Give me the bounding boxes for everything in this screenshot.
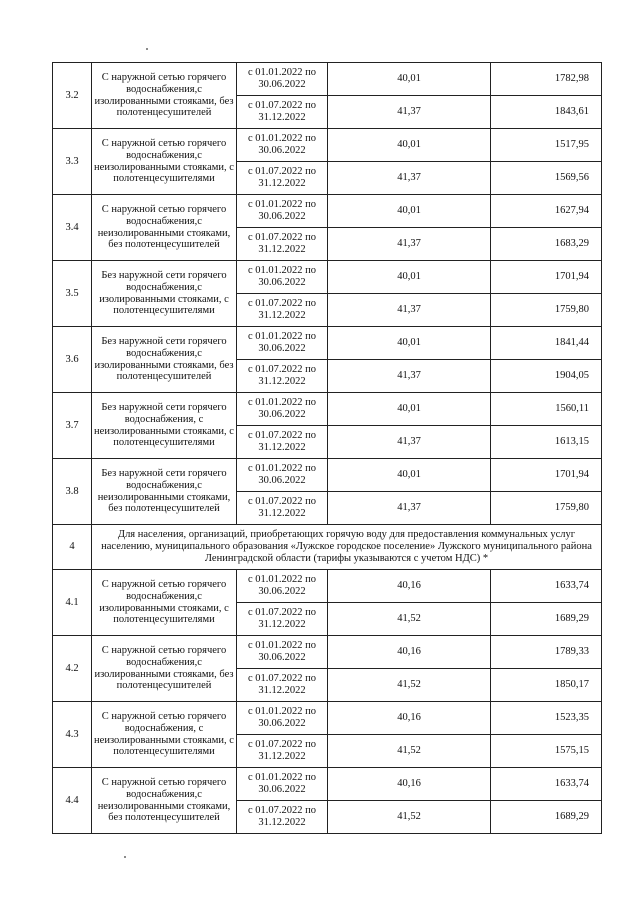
period-label: с 01.07.2022 по 31.12.2022: [237, 669, 328, 702]
tariff-component-value: 40,01: [328, 261, 491, 294]
period-label: с 01.01.2022 по 30.06.2022: [237, 570, 328, 603]
tariff-value: 1689,29: [491, 603, 602, 636]
category-description: С наружной сетью горячего водоснабжения,с неизолированными стояками, с полотенцесушителями: [92, 129, 237, 195]
row-number: 4.4: [53, 768, 92, 834]
category-description: Без наружной сети горячего водоснабжения,с изолированными стояками, без полотенцесушителей: [92, 327, 237, 393]
tariff-component-value: 40,01: [328, 327, 491, 360]
tariff-value: 1843,61: [491, 96, 602, 129]
tariff-component-value: 40,16: [328, 702, 491, 735]
tariff-component-value: 40,01: [328, 63, 491, 96]
category-description: С наружной сетью горячего водоснабжения, с неизолированными стояками, с полотенцесушителями: [92, 702, 237, 768]
period-label: с 01.01.2022 по 30.06.2022: [237, 129, 328, 162]
tariff-value: 1701,94: [491, 261, 602, 294]
period-label: с 01.07.2022 по 31.12.2022: [237, 603, 328, 636]
row-number: 3.7: [53, 393, 92, 459]
period-label: с 01.01.2022 по 30.06.2022: [237, 195, 328, 228]
tariff-component-value: 41,52: [328, 603, 491, 636]
section-4-header-body: [53, 525, 602, 570]
period-label: с 01.07.2022 по 31.12.2022: [237, 162, 328, 195]
tariff-component-value: 40,01: [328, 129, 491, 162]
section-title: Для населения, организаций, приобретающих горячую воду для предоставления коммунальных услуг населению, муниципального образования «Лужское городское поселение» Лужского муниципального района Ленинградской области (тарифы указываются с учетом НДС) *: [92, 525, 602, 570]
tariff-component-value: 41,37: [328, 426, 491, 459]
tariff-component-value: 41,52: [328, 801, 491, 834]
tariff-component-value: 41,37: [328, 96, 491, 129]
tariff-value: 1789,33: [491, 636, 602, 669]
period-label: с 01.01.2022 по 30.06.2022: [237, 393, 328, 426]
tariff-value: 1841,44: [491, 327, 602, 360]
tariff-value: 1633,74: [491, 570, 602, 603]
tariff-component-value: 40,01: [328, 195, 491, 228]
row-number: 3.5: [53, 261, 92, 327]
tariff-table-body-section-4: [53, 570, 602, 834]
period-label: с 01.07.2022 по 31.12.2022: [237, 294, 328, 327]
tariff-row: [53, 195, 602, 228]
tariff-value: 1759,80: [491, 492, 602, 525]
tariff-row: [53, 570, 602, 603]
row-number: 4.2: [53, 636, 92, 702]
tariff-row: [53, 327, 602, 360]
period-label: с 01.07.2022 по 31.12.2022: [237, 801, 328, 834]
category-description: Без наружной сети горячего водоснабжения, с неизолированными стояками, с полотенцесушителями: [92, 393, 237, 459]
scan-speck: [146, 48, 148, 50]
tariff-row: [53, 768, 602, 801]
period-label: с 01.01.2022 по 30.06.2022: [237, 261, 328, 294]
tariff-component-value: 40,01: [328, 459, 491, 492]
tariff-row: [53, 702, 602, 735]
tariff-table: [52, 62, 602, 834]
tariff-row: [53, 63, 602, 96]
tariff-component-value: 40,16: [328, 636, 491, 669]
tariff-value: 1689,29: [491, 801, 602, 834]
category-description: С наружной сетью горячего водоснабжения,с изолированными стояками, без полотенцесушителей: [92, 636, 237, 702]
category-description: С наружной сетью горячего водоснабжения,с неизолированными стояками, без полотенцесушителей: [92, 195, 237, 261]
tariff-component-value: 41,37: [328, 360, 491, 393]
tariff-row: [53, 129, 602, 162]
row-number: 3.3: [53, 129, 92, 195]
scan-speck: [124, 856, 126, 858]
tariff-row: [53, 393, 602, 426]
tariff-value: 1517,95: [491, 129, 602, 162]
period-label: с 01.07.2022 по 31.12.2022: [237, 426, 328, 459]
row-number: 4.1: [53, 570, 92, 636]
period-label: с 01.07.2022 по 31.12.2022: [237, 492, 328, 525]
tariff-value: 1523,35: [491, 702, 602, 735]
tariff-value: 1701,94: [491, 459, 602, 492]
row-number: 3.6: [53, 327, 92, 393]
tariff-row: [53, 459, 602, 492]
tariff-value: 1904,05: [491, 360, 602, 393]
period-label: с 01.01.2022 по 30.06.2022: [237, 636, 328, 669]
tariff-value: 1759,80: [491, 294, 602, 327]
period-label: с 01.01.2022 по 30.06.2022: [237, 63, 328, 96]
category-description: С наружной сетью горячего водоснабжения,с неизолированными стояками, без полотенцесушителей: [92, 768, 237, 834]
tariff-value: 1613,15: [491, 426, 602, 459]
tariff-component-value: 41,37: [328, 294, 491, 327]
tariff-table-body-section-3: [53, 63, 602, 525]
tariff-value: 1560,11: [491, 393, 602, 426]
tariff-component-value: 40,16: [328, 768, 491, 801]
period-label: с 01.01.2022 по 30.06.2022: [237, 327, 328, 360]
section-number: 4: [53, 525, 92, 570]
category-description: Без наружной сети горячего водоснабжения,с неизолированными стояками, без полотенцесушителей: [92, 459, 237, 525]
tariff-value: 1569,56: [491, 162, 602, 195]
period-label: с 01.01.2022 по 30.06.2022: [237, 459, 328, 492]
category-description: С наружной сетью горячего водоснабжения,с изолированными стояками, без полотенцесушителей: [92, 63, 237, 129]
period-label: с 01.01.2022 по 30.06.2022: [237, 702, 328, 735]
period-label: с 01.07.2022 по 31.12.2022: [237, 228, 328, 261]
tariff-component-value: 41,52: [328, 669, 491, 702]
category-description: С наружной сетью горячего водоснабжения,с изолированными стояками, с полотенцесушителями: [92, 570, 237, 636]
row-number: 3.4: [53, 195, 92, 261]
tariff-component-value: 40,01: [328, 393, 491, 426]
tariff-component-value: 41,37: [328, 492, 491, 525]
tariff-component-value: 41,37: [328, 162, 491, 195]
period-label: с 01.07.2022 по 31.12.2022: [237, 96, 328, 129]
tariff-row: [53, 261, 602, 294]
period-label: с 01.07.2022 по 31.12.2022: [237, 360, 328, 393]
category-description: Без наружной сети горячего водоснабжения,с изолированными стояками, с полотенцесушителями: [92, 261, 237, 327]
tariff-value: 1683,29: [491, 228, 602, 261]
period-label: с 01.07.2022 по 31.12.2022: [237, 735, 328, 768]
tariff-component-value: 41,37: [328, 228, 491, 261]
tariff-row: [53, 636, 602, 669]
tariff-value: 1782,98: [491, 63, 602, 96]
row-number: 3.2: [53, 63, 92, 129]
tariff-value: 1633,74: [491, 768, 602, 801]
row-number: 4.3: [53, 702, 92, 768]
row-number: 3.8: [53, 459, 92, 525]
tariff-component-value: 41,52: [328, 735, 491, 768]
tariff-value: 1627,94: [491, 195, 602, 228]
tariff-value: 1850,17: [491, 669, 602, 702]
period-label: с 01.01.2022 по 30.06.2022: [237, 768, 328, 801]
section-header-row: [53, 525, 602, 570]
tariff-component-value: 40,16: [328, 570, 491, 603]
tariff-value: 1575,15: [491, 735, 602, 768]
